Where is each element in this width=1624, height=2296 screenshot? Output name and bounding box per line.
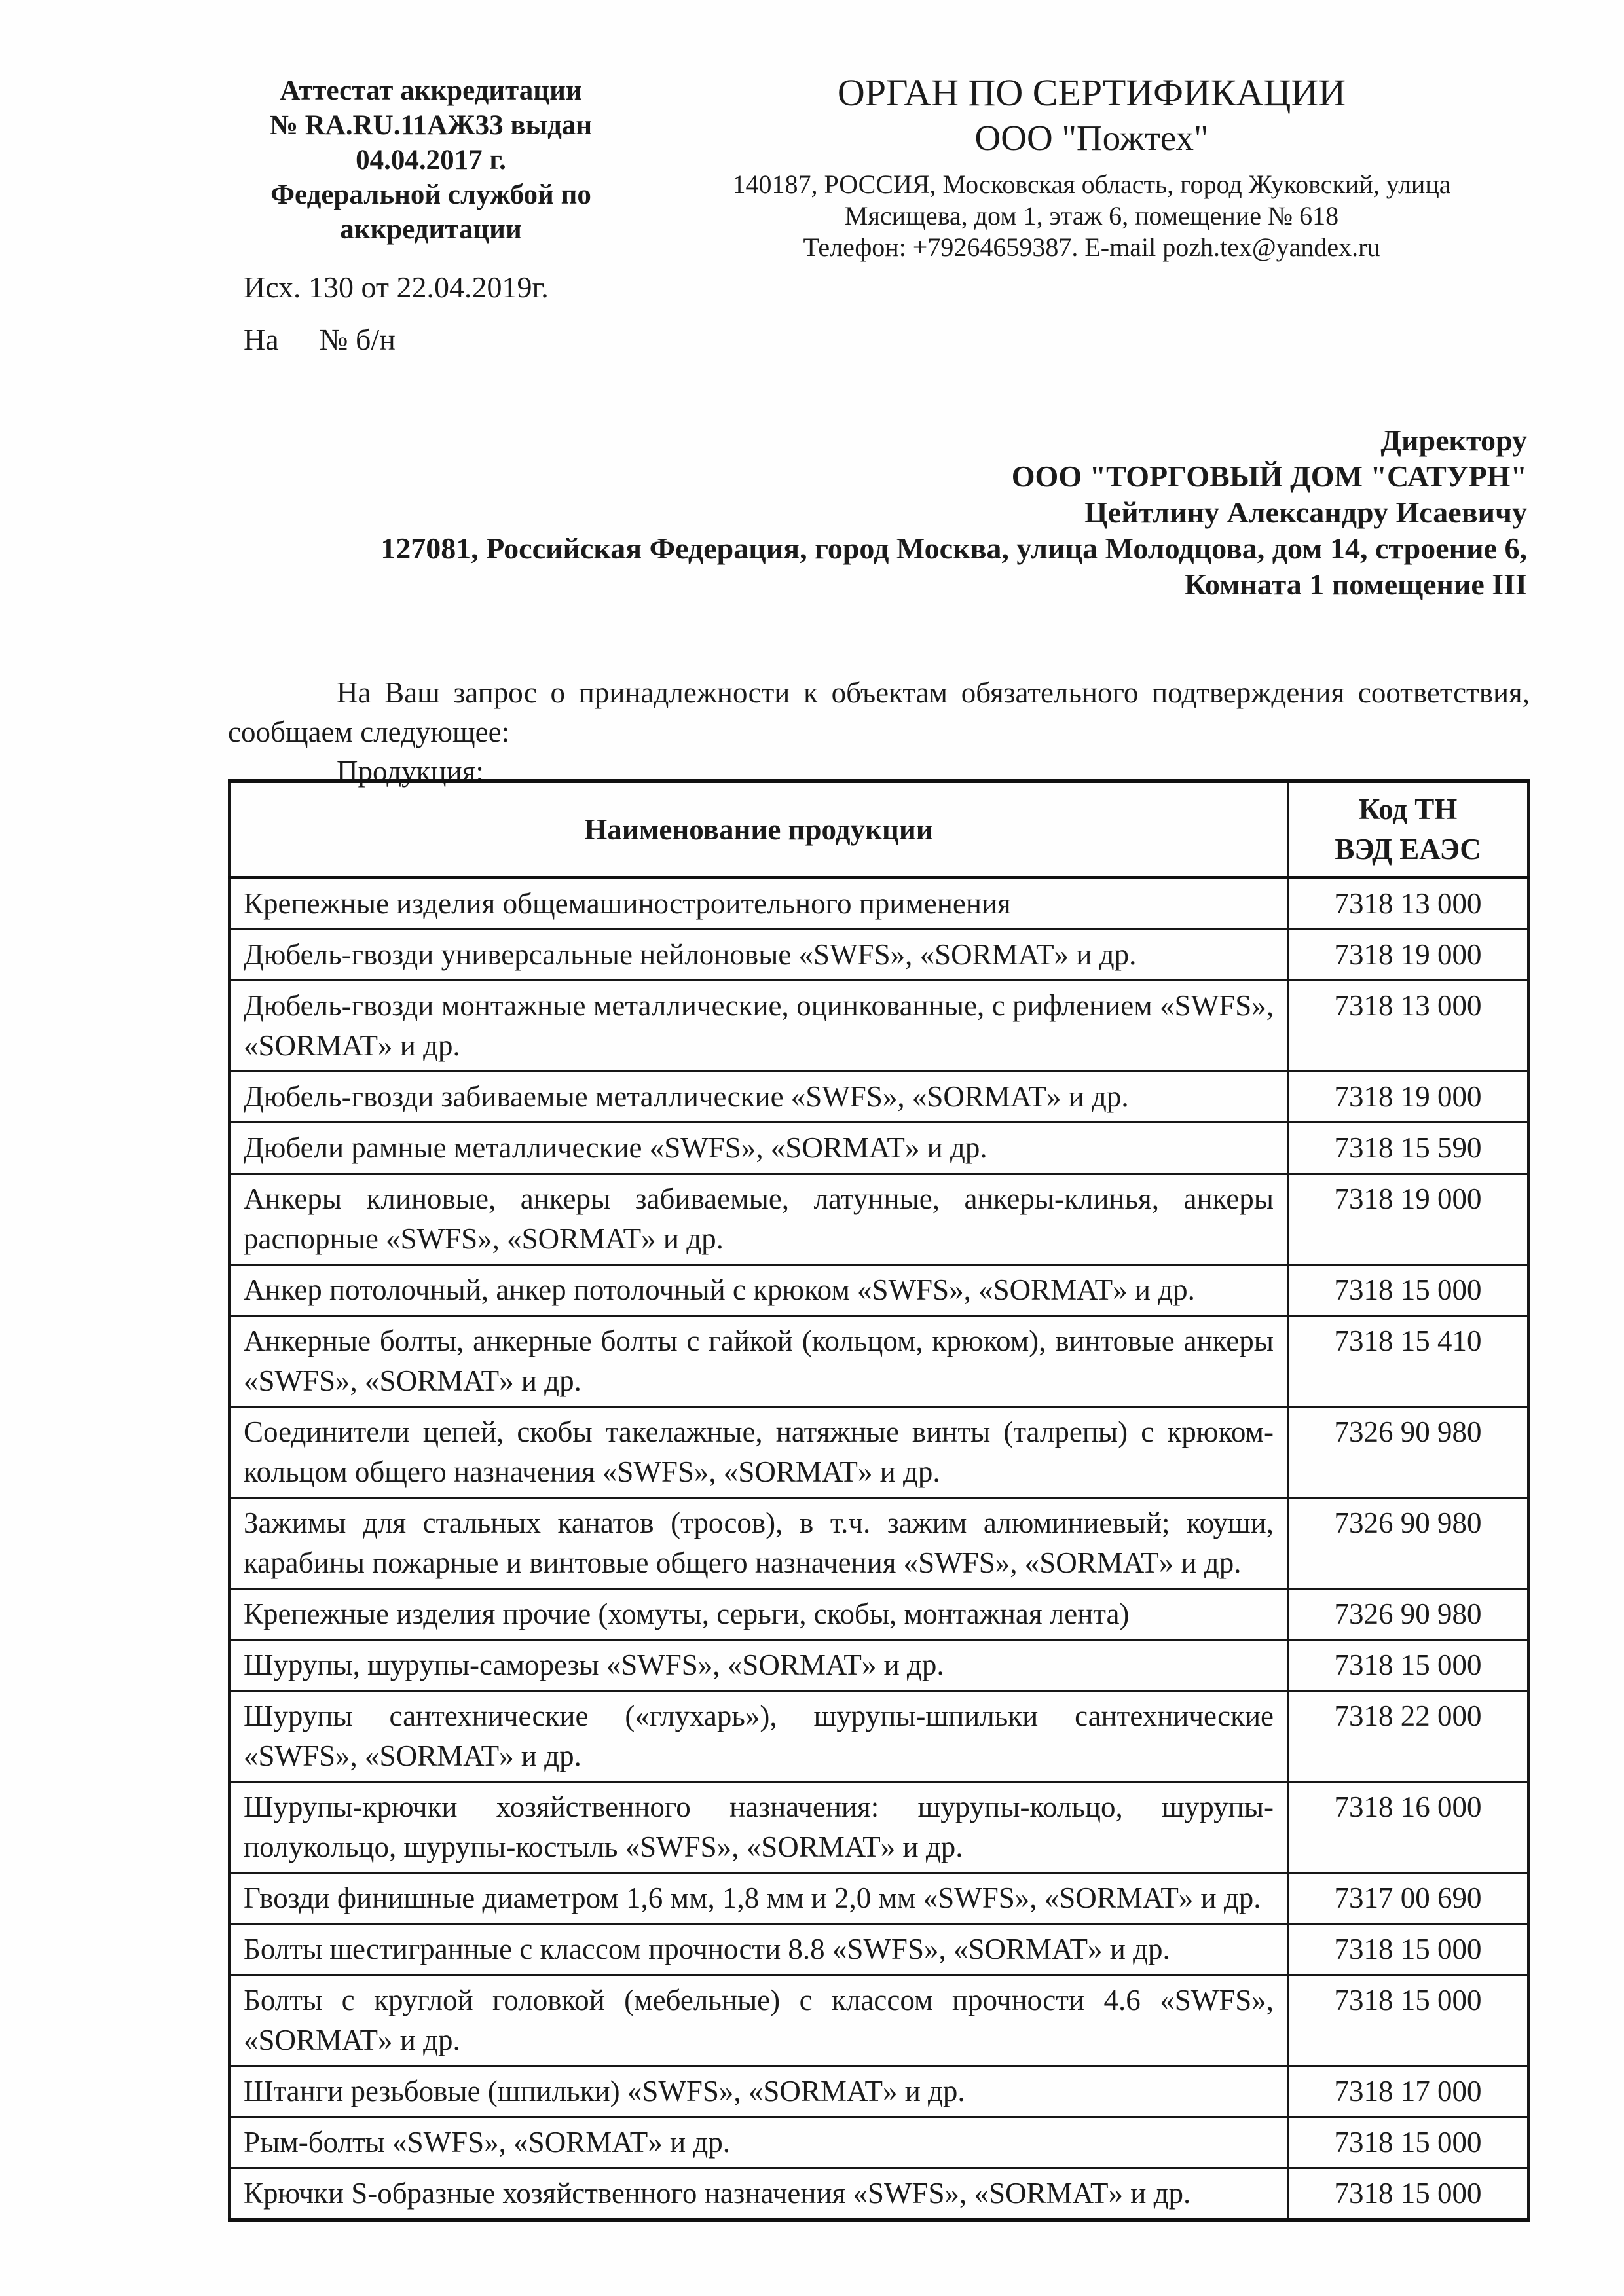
body-text (228, 673, 1530, 791)
product-code-cell: 7318 15 000 (1288, 1975, 1529, 2066)
table-row (229, 2117, 1528, 2168)
table-row (229, 1691, 1528, 1782)
incoming-reference-value: № б/н (319, 323, 396, 356)
products-table-body (229, 878, 1528, 2221)
recipient-line: Комната 1 помещение III (1184, 568, 1527, 601)
accreditation-line: аккредитации (340, 214, 522, 245)
product-code-cell: 7318 16 000 (1288, 1782, 1529, 1873)
products-table (228, 779, 1530, 2222)
product-name-cell: Анкер потолочный, анкер потолочный с крюком «SWFS», «SORMAT» и др. (229, 1265, 1288, 1316)
org-address (695, 169, 1488, 263)
body-paragraph-line1: На Ваш запрос о принадлежности к объектам обязательного подтверждения соответствия, (337, 676, 1530, 709)
product-name-cell: Болты шестигранные с классом прочности 8.8 «SWFS», «SORMAT» и др. (229, 1924, 1288, 1975)
product-code-cell: 7318 19 000 (1288, 1072, 1529, 1123)
accreditation-line: № RA.RU.11АЖ33 выдан (269, 110, 593, 141)
recipient-line: ООО "ТОРГОВЫЙ ДОМ "САТУРН" (1011, 460, 1527, 493)
org-address-line: Мясищева, дом 1, этаж 6, помещение № 618 (844, 201, 1339, 230)
table-header-row (229, 781, 1528, 878)
incoming-reference-label: На (244, 323, 279, 356)
product-code-cell: 7318 19 000 (1288, 1174, 1529, 1265)
table-row (229, 1123, 1528, 1174)
accreditation-line: 04.04.2017 г. (356, 145, 506, 175)
product-name-cell: Соединители цепей, скобы такелажные, натяжные винты (талрепы) с крюком-кольцом общего назначения «SWFS», «SORMAT» и др. (229, 1407, 1288, 1498)
product-name-cell: Дюбели рамные металлические «SWFS», «SORMAT» и др. (229, 1123, 1288, 1174)
products-label: Продукция: (337, 755, 484, 788)
product-name-cell: Дюбель-гвозди забиваемые металлические «SWFS», «SORMAT» и др. (229, 1072, 1288, 1123)
table-row (229, 2168, 1528, 2221)
product-code-cell: 7318 15 410 (1288, 1316, 1529, 1407)
table-row (229, 1498, 1528, 1589)
product-name-cell: Крепежные изделия прочие (хомуты, серьги, скобы, монтажная лента) (229, 1589, 1288, 1640)
product-code-cell: 7318 15 590 (1288, 1123, 1529, 1174)
products-table-header (229, 781, 1528, 878)
table-header-name: Наименование продукции (229, 781, 1288, 878)
product-code-cell: 7318 15 000 (1288, 1924, 1529, 1975)
table-header-code (1288, 781, 1529, 878)
recipient-block (249, 422, 1527, 602)
product-name-cell: Анкеры клиновые, анкеры забиваемые, латунные, анкеры-клинья, анкеры распорные «SWFS», «SORMAT» и др. (229, 1174, 1288, 1265)
table-header-code-line1: Код ТН (1358, 793, 1458, 826)
recipient-line: Директору (1380, 424, 1527, 457)
product-name-cell: Болты с круглой головкой (мебельные) с классом прочности 4.6 «SWFS», «SORMAT» и др. (229, 1975, 1288, 2066)
product-code-cell: 7318 22 000 (1288, 1691, 1529, 1782)
outgoing-reference: Исх. 130 от 22.04.2019г. (244, 270, 549, 304)
product-name-cell: Крючки S-образные хозяйственного назначения «SWFS», «SORMAT» и др. (229, 2168, 1288, 2221)
accreditation-line: Федеральной службой по (270, 179, 591, 210)
product-name-cell: Рым-болты «SWFS», «SORMAT» и др. (229, 2117, 1288, 2168)
table-row (229, 1873, 1528, 1924)
product-name-cell: Гвозди финишные диаметром 1,6 мм, 1,8 мм и 2,0 мм «SWFS», «SORMAT» и др. (229, 1873, 1288, 1924)
product-name-cell: Шурупы сантехнические («глухарь»), шурупы-шпильки сантехнические «SWFS», «SORMAT» и др. (229, 1691, 1288, 1782)
table-row (229, 1072, 1528, 1123)
product-name-cell: Шурупы-крючки хозяйственного назначения: шурупы-кольцо, шурупы-полукольцо, шурупы-костыль «SWFS», «SORMAT» и др. (229, 1782, 1288, 1873)
table-row (229, 1640, 1528, 1691)
product-code-cell: 7318 15 000 (1288, 2168, 1529, 2221)
product-code-cell: 7318 13 000 (1288, 981, 1529, 1072)
org-name: ООО "Пожтех" (974, 118, 1209, 158)
table-row (229, 1407, 1528, 1498)
product-code-cell: 7318 15 000 (1288, 1265, 1529, 1316)
table-row (229, 1782, 1528, 1873)
product-code-cell: 7326 90 980 (1288, 1498, 1529, 1589)
table-row (229, 1589, 1528, 1640)
table-row (229, 878, 1528, 930)
table-row (229, 2066, 1528, 2117)
accreditation-block (248, 73, 614, 247)
product-code-cell: 7326 90 980 (1288, 1407, 1529, 1498)
table-row (229, 1924, 1528, 1975)
product-code-cell: 7318 17 000 (1288, 2066, 1529, 2117)
product-code-cell: 7326 90 980 (1288, 1589, 1529, 1640)
product-name-cell: Анкерные болты, анкерные болты с гайкой (кольцом, крюком), винтовые анкеры «SWFS», «SORMAT» и др. (229, 1316, 1288, 1407)
body-paragraph-line2: сообщаем следующее: (228, 716, 510, 748)
product-name-cell: Штанги резьбовые (шпильки) «SWFS», «SORMAT» и др. (229, 2066, 1288, 2117)
table-row (229, 1975, 1528, 2066)
product-code-cell: 7318 19 000 (1288, 930, 1529, 981)
accreditation-line: Аттестат аккредитации (280, 75, 582, 106)
org-title: ОРГАН ПО СЕРТИФИКАЦИИ (837, 71, 1346, 114)
product-name-cell: Дюбель-гвозди универсальные нейлоновые «SWFS», «SORMAT» и др. (229, 930, 1288, 981)
recipient-line: 127081, Российская Федерация, город Москва, улица Молодцова, дом 14, строение 6, (380, 532, 1527, 565)
table-row (229, 981, 1528, 1072)
table-row (229, 1316, 1528, 1407)
product-code-cell: 7318 15 000 (1288, 2117, 1529, 2168)
certification-body-block (695, 71, 1488, 263)
incoming-reference (244, 322, 396, 357)
org-address-line: 140187, РОССИЯ, Московская область, город Жуковский, улица (732, 170, 1451, 199)
product-name-cell: Дюбель-гвозди монтажные металлические, оцинкованные, с рифлением «SWFS», «SORMAT» и др. (229, 981, 1288, 1072)
product-code-cell: 7317 00 690 (1288, 1873, 1529, 1924)
table-row (229, 1265, 1528, 1316)
table-row (229, 1174, 1528, 1265)
recipient-line: Цейтлину Александру Исаевичу (1084, 496, 1527, 529)
table-header-code-line2: ВЭД ЕАЭС (1335, 833, 1481, 866)
product-code-cell: 7318 13 000 (1288, 878, 1529, 930)
table-row (229, 930, 1528, 981)
product-name-cell: Зажимы для стальных канатов (тросов), в т.ч. зажим алюминиевый; коуши, карабины пожарные и винтовые общего назначения «SWFS», «SORMAT» и др. (229, 1498, 1288, 1589)
product-code-cell: 7318 15 000 (1288, 1640, 1529, 1691)
org-address-line: Телефон: +79264659387. E-mail pozh.tex@yandex.ru (803, 232, 1380, 262)
product-name-cell: Шурупы, шурупы-саморезы «SWFS», «SORMAT» и др. (229, 1640, 1288, 1691)
product-name-cell: Крепежные изделия общемашиностроительного применения (229, 878, 1288, 930)
